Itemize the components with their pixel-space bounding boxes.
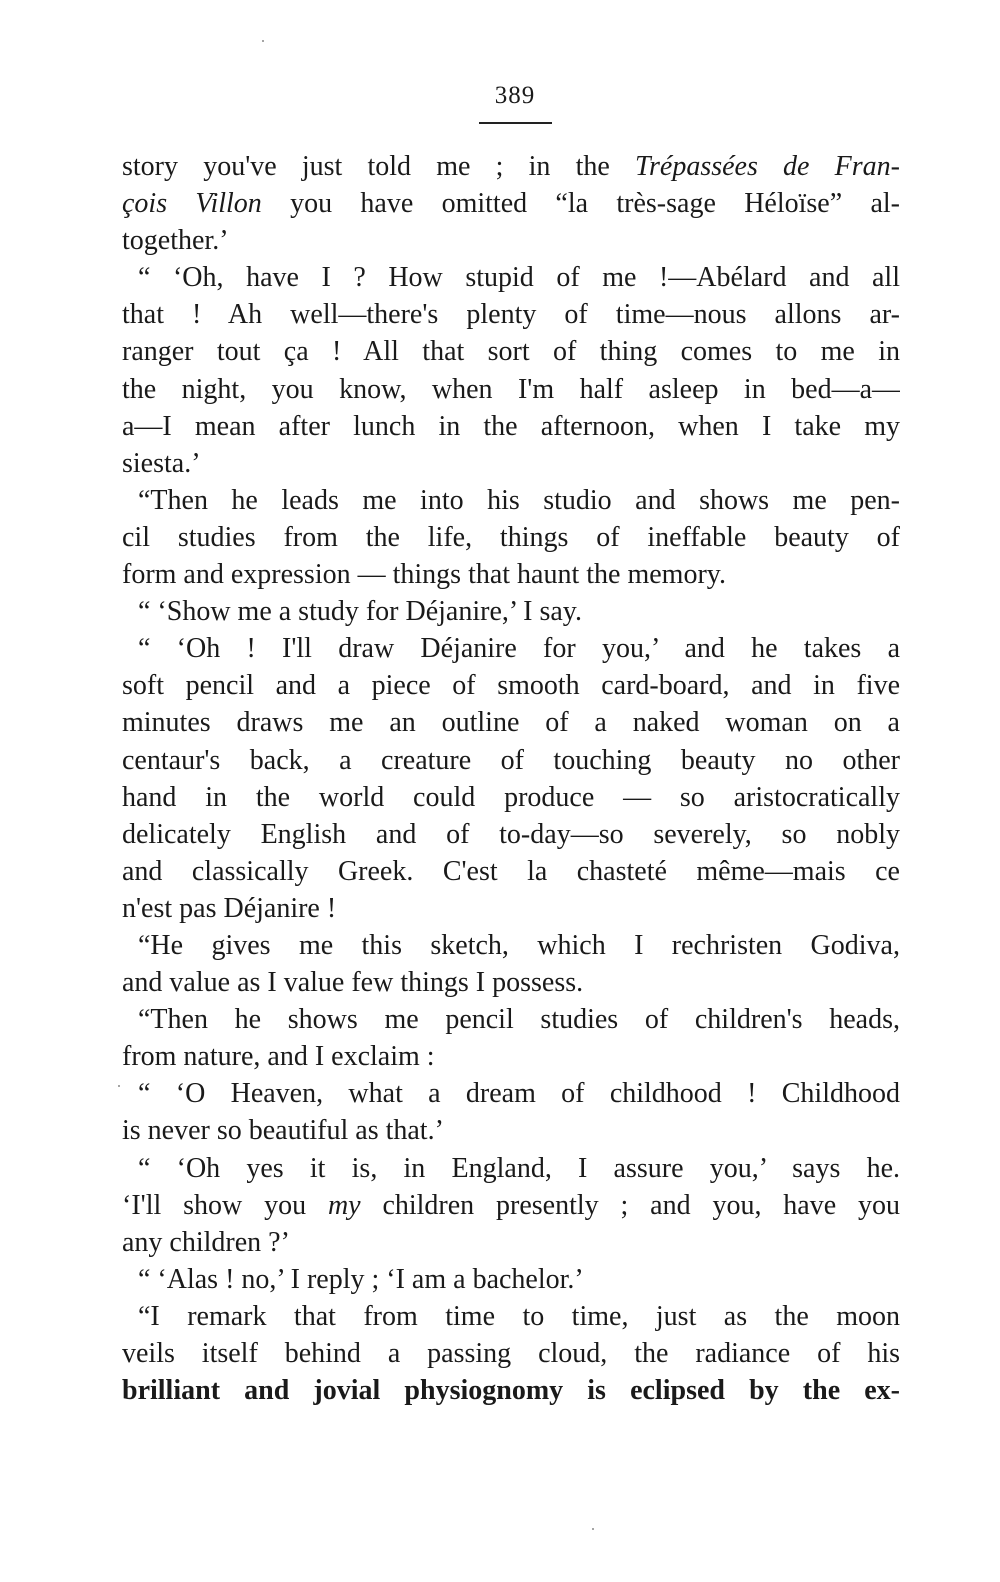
- text-line: [122, 408, 900, 445]
- text-segment: n'est pas Déjanire !: [122, 892, 337, 924]
- body-text: [122, 148, 900, 1409]
- text-segment: any children ?’: [122, 1226, 290, 1258]
- text-segment: cil studies from the life, things of ineffable beauty of: [122, 521, 900, 553]
- text-segment: siesta.’: [122, 447, 201, 479]
- text-segment: children presently ; and you, have you: [360, 1189, 900, 1221]
- text-line: [122, 1261, 900, 1298]
- text-segment: ranger tout ça ! All that sort of thing comes to me in: [122, 336, 900, 368]
- text-segment: centaur's back, a creature of touching beauty no other: [122, 744, 900, 776]
- text-line: [122, 1224, 900, 1261]
- text-line: [122, 1112, 900, 1149]
- text-line: [122, 148, 900, 185]
- text-segment: “ ‘Alas ! no,’ I reply ; ‘I am a bachelor.’: [138, 1263, 584, 1295]
- text-segment: “I remark that from time to time, just as the moon: [138, 1300, 900, 1332]
- text-line: [122, 964, 900, 1001]
- text-segment: “ ‘Oh, have I ? How stupid of me !—Abélard and all: [138, 262, 900, 294]
- text-segment: story you've just told me ; in the: [122, 151, 635, 182]
- text-segment: together.’: [122, 225, 229, 257]
- text-line: [122, 816, 900, 853]
- text-line: [122, 482, 900, 519]
- text-segment: you have omitted “la très-sage Héloïse” al-: [261, 188, 900, 220]
- text-segment: “ ‘Show me a study for Déjanire,’ I say.: [138, 596, 582, 628]
- text-line: [122, 704, 900, 741]
- text-segment: from nature, and I exclaim :: [122, 1041, 435, 1073]
- text-segment: a—I mean after lunch in the afternoon, when I take my: [122, 410, 900, 442]
- page-number: 389: [494, 82, 536, 109]
- text-line: [122, 667, 900, 704]
- paper-speck: [118, 1085, 120, 1087]
- text-line: [122, 779, 900, 816]
- text-line: [122, 1187, 900, 1224]
- text-segment: “ ‘O Heaven, what a dream of childhood ! Childhood: [138, 1078, 900, 1110]
- text-segment: “He gives me this sketch, which I rechristen Godiva,: [138, 929, 900, 961]
- text-line: [122, 445, 900, 482]
- text-segment: and classically Greek. C'est la chasteté même—mais ce: [122, 855, 900, 887]
- text-line: [122, 556, 900, 593]
- text-segment: soft pencil and a piece of smooth card-board, and in five: [122, 670, 900, 702]
- italic-text: çois Villon: [122, 188, 262, 220]
- text-segment: “ ‘Oh ! I'll draw Déjanire for you,’ and he takes a: [138, 633, 900, 665]
- text-segment: delicately English and of to-day—so severely, so nobly: [122, 818, 900, 850]
- text-segment: brilliant and jovial physiognomy is eclipsed by the ex-: [122, 1375, 900, 1407]
- text-line: [122, 371, 900, 408]
- text-segment: minutes draws me an outline of a naked woman on a: [122, 707, 900, 739]
- text-segment: is never so beautiful as that.’: [122, 1115, 444, 1147]
- text-line: [122, 1335, 900, 1372]
- text-segment: “Then he shows me pencil studies of children's heads,: [138, 1004, 900, 1036]
- text-line: [122, 1372, 900, 1409]
- text-segment: veils itself behind a passing cloud, the radiance of his: [122, 1338, 900, 1369]
- text-line: [122, 742, 900, 779]
- italic-text: my: [327, 1189, 361, 1221]
- text-line: [122, 1038, 900, 1075]
- text-line: [122, 1075, 900, 1112]
- text-line: [122, 890, 900, 927]
- text-segment: hand in the world could produce — so aristocratically: [122, 781, 900, 813]
- text-line: [122, 630, 900, 667]
- text-line: [122, 1150, 900, 1187]
- text-line: [122, 1001, 900, 1038]
- text-segment: ‘I'll show you: [122, 1189, 328, 1221]
- header-rule: [479, 122, 552, 124]
- text-segment: form and expression — things that haunt the memory.: [122, 559, 726, 591]
- italic-text: Trépassées de Fran-: [634, 151, 900, 182]
- text-segment: the night, you know, when I'm half asleep in bed—a—: [122, 373, 900, 405]
- paper-speck: [592, 1528, 594, 1530]
- text-line: [122, 853, 900, 890]
- text-line: [122, 519, 900, 556]
- text-segment: and value as I value few things I possess.: [122, 967, 584, 999]
- text-segment: that ! Ah well—there's plenty of time—nous allons ar-: [122, 299, 900, 331]
- paper-speck: [262, 40, 264, 42]
- text-line: [122, 927, 900, 964]
- text-line: [122, 296, 900, 333]
- text-line: [122, 593, 900, 630]
- text-line: [122, 259, 900, 296]
- text-line: [122, 222, 900, 259]
- text-segment: “ ‘Oh yes it is, in England, I assure you,’ says he.: [138, 1152, 900, 1184]
- text-line: [122, 185, 900, 222]
- text-line: [122, 333, 900, 370]
- text-segment: “Then he leads me into his studio and shows me pen-: [138, 484, 900, 516]
- text-line: [122, 1298, 900, 1335]
